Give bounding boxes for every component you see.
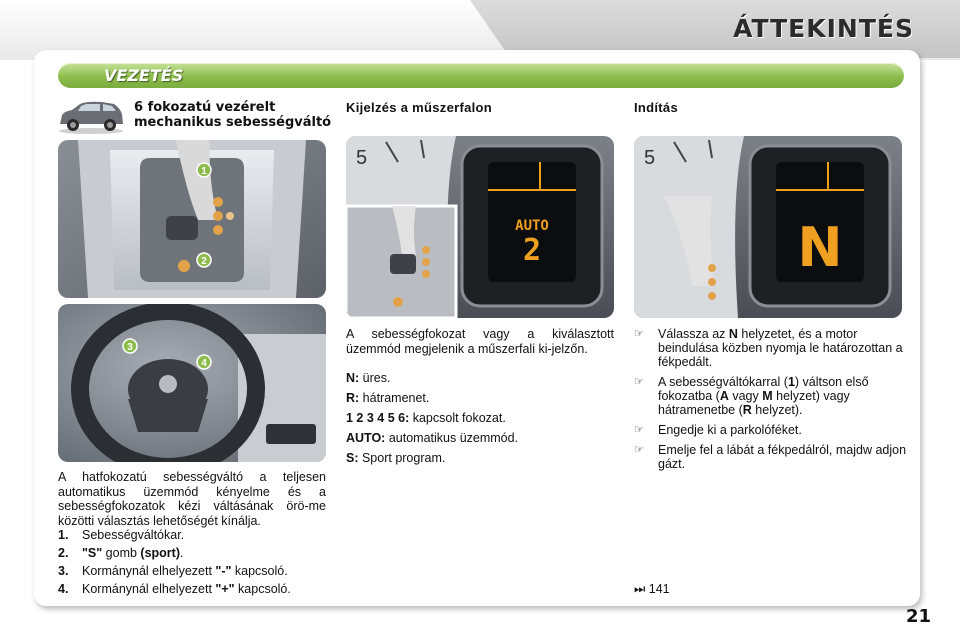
item-text: Kormánynál elhelyezett: [82, 564, 216, 578]
list-item: [58, 564, 333, 578]
list-item: [634, 375, 914, 417]
item-text: gomb: [102, 546, 141, 560]
label-4: 4: [201, 358, 207, 369]
code-value: hátramenet.: [359, 391, 430, 405]
item-text: Sebességváltókar.: [82, 528, 185, 542]
code-key: N:: [346, 371, 360, 385]
page-number: 21: [906, 606, 932, 627]
gear-lever-photo: [58, 140, 326, 298]
step-text: Emelje fel a lábát a fékpedálról, majdw adjon gázt.: [658, 443, 907, 471]
display-codes: [346, 371, 614, 471]
display-auto-text: AUTO: [515, 218, 549, 234]
car-icon: [56, 100, 126, 134]
code-value: kapcsolt fokozat.: [409, 411, 506, 425]
dashboard-auto-photo: [346, 136, 614, 318]
code-key: AUTO:: [346, 431, 386, 445]
pointing-hand-icon: ☞: [634, 328, 644, 340]
list-item: [634, 443, 914, 471]
code-value: Sport program.: [358, 451, 446, 465]
code-value: üres.: [359, 371, 391, 385]
label-2: 2: [201, 256, 207, 267]
item-number: 2.: [58, 546, 69, 560]
steering-wheel-photo: [58, 304, 326, 462]
display-gear-text: 2: [522, 233, 542, 268]
code-key: S:: [346, 451, 359, 465]
code-row: [346, 431, 614, 445]
item-tail: .: [180, 546, 184, 560]
step-text: vagy: [728, 389, 763, 403]
step-text: helyzet).: [751, 403, 803, 417]
list-item: [58, 528, 333, 542]
item-bold: "S": [82, 546, 103, 560]
gearbox-title: [134, 100, 334, 130]
fast-forward-icon: ⏭: [634, 582, 646, 596]
step-bold: 1: [787, 375, 795, 389]
dashboard-neutral-photo: [634, 136, 902, 318]
label-1: 1: [201, 166, 207, 177]
step-text: helyzet) vagy hátramenetbe (: [658, 389, 850, 417]
list-item: [58, 582, 333, 596]
step-text: Engedje ki a parkolóféket.: [658, 423, 802, 437]
item-number: 4.: [58, 582, 69, 596]
code-key: R:: [346, 391, 360, 405]
label-3: 3: [127, 342, 133, 353]
code-row: [346, 411, 614, 425]
step-text: ) váltson első fokozatba (: [658, 375, 869, 403]
item-number: 1.: [58, 528, 69, 542]
pointing-hand-icon: ☞: [634, 424, 644, 436]
gauge-digit: 5: [644, 147, 656, 169]
list-item: [58, 546, 333, 560]
step-bold: R: [742, 403, 752, 417]
item-tail: kapcsoló.: [234, 582, 291, 596]
gearbox-intro: A hatfokozatú sebességváltó a teljesen automatikus üzemmód kényelme és a sebességfokozatok kézi váltásának örö-me közötti választás lehetőségét kínálja.: [58, 470, 326, 528]
reference-number: 141: [648, 582, 670, 596]
pointing-hand-icon: ☞: [634, 376, 644, 388]
page-title: ÁTTEKINTÉS: [733, 14, 914, 43]
pointing-hand-icon: ☞: [634, 444, 644, 456]
gearbox-title-line1: 6 fokozatú vezérelt: [134, 100, 276, 115]
item-number: 3.: [58, 564, 69, 578]
start-steps: [634, 327, 914, 477]
page-reference[interactable]: [634, 582, 670, 597]
step-bold: A: [719, 389, 729, 403]
code-value: automatikus üzemmód.: [385, 431, 519, 445]
item-text: Kormánynál elhelyezett: [82, 582, 216, 596]
start-title: Indítás: [634, 100, 678, 115]
item-bold: "-": [215, 564, 232, 578]
code-row: [346, 391, 614, 405]
code-row: [346, 371, 614, 385]
display-intro: A sebességfokozat vagy a kiválasztott üzemmód megjelenik a műszerfali ki-jelzőn.: [346, 327, 614, 356]
section-bar: [58, 63, 904, 88]
step-text: Válassza az: [658, 327, 729, 341]
step-bold: M: [762, 389, 773, 403]
gauge-digit: 5: [356, 147, 368, 169]
code-key: 1 2 3 4 5 6:: [346, 411, 410, 425]
component-list: [58, 528, 333, 600]
item-tail: kapcsoló.: [231, 564, 288, 578]
gearbox-title-line2: mechanikus sebességváltó: [134, 115, 332, 130]
list-item: [634, 423, 914, 437]
item-bold: (sport): [140, 546, 180, 560]
section-title: VEZETÉS: [104, 66, 184, 85]
list-item: [634, 327, 914, 369]
display-gear-text: N: [797, 216, 843, 279]
step-text: helyzetet, és a motor beindulása közben nyomja le határozottan a fékpedált.: [658, 327, 903, 369]
step-bold: N: [728, 327, 738, 341]
code-row: [346, 451, 614, 465]
display-title: Kijelzés a műszerfalon: [346, 100, 493, 115]
item-bold: "+": [215, 582, 235, 596]
step-text: A sebességváltókarral (: [658, 375, 788, 389]
